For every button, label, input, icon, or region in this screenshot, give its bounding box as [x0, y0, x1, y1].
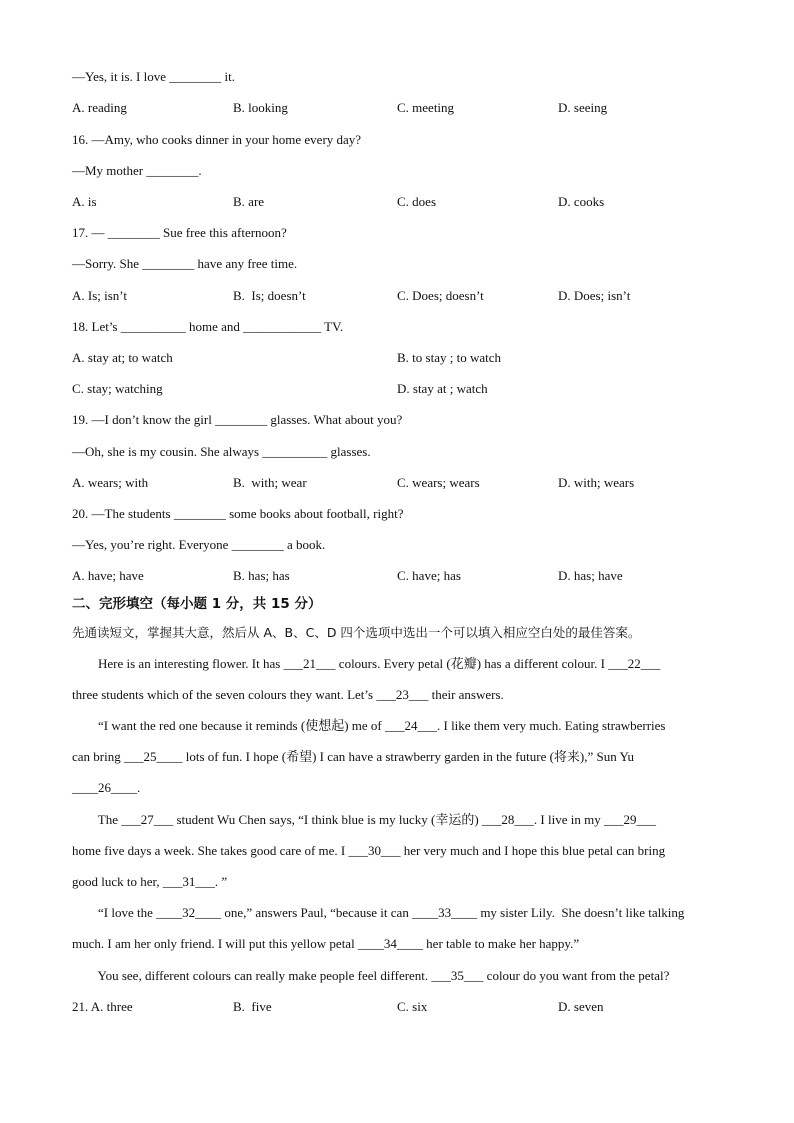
q20-option-c: C. have; has	[397, 568, 461, 583]
passage-line: “I want the red one because it reminds (使想起) me of ___24___. I like them very much. Eating strawberries	[72, 718, 666, 733]
q21-option-a: 21. A. three	[72, 999, 133, 1014]
q16-option-a: A. is	[72, 194, 97, 209]
q17-option-a: A. Is; isn’t	[72, 288, 128, 303]
section-heading: 二、完形填空（每小题 1 分，共 15 分）	[72, 596, 322, 612]
q17-option-c: C. Does; doesn’t	[397, 288, 484, 303]
q19-option-d: D. with; wears	[558, 475, 635, 490]
passage-line: good luck to her, ___31___. ”	[72, 874, 228, 889]
passage-line: three students which of the seven colours they want. Let’s ___23___ their answers.	[72, 687, 504, 702]
q17-option-b: B. Is; doesn’t	[233, 288, 306, 303]
q19-option-a: A. wears; with	[72, 475, 149, 490]
q20-answer-line: —Yes, you’re right. Everyone ________ a book.	[72, 537, 326, 552]
q19-answer-line: —Oh, she is my cousin. She always __________ glasses.	[72, 444, 371, 459]
section-instruction: 先通读短文，掌握其大意，然后从 A、B、C、D 四个选项中选出一个可以填入相应空白处的最佳答案。	[72, 625, 641, 640]
passage-line: ____26____.	[72, 780, 141, 795]
q20-option-a: A. have; have	[72, 568, 144, 583]
passage-line: Here is an interesting flower. It has ___21___ colours. Every petal (花瓣) has a different colour. I ___22___	[72, 656, 661, 671]
passage-line: much. I am her only friend. I will put this yellow petal ____34____ her table to make her happy.”	[72, 936, 580, 951]
q17-answer-line: —Sorry. She ________ have any free time.	[72, 256, 298, 271]
q16-option-c: C. does	[397, 194, 436, 209]
q15-option-c: C. meeting	[397, 100, 455, 115]
q18-question: 18. Let’s __________ home and ____________ TV.	[72, 319, 344, 334]
q18-option-a: A. stay at; to watch	[72, 350, 173, 365]
q16-option-b: B. are	[233, 194, 265, 209]
passage-line: “I love the ____32____ one,” answers Paul, “because it can ____33____ my sister Lily. She doesn’t like talking	[72, 905, 685, 920]
q21-option-b: B. five	[233, 999, 272, 1014]
q19-option-b: B. with; wear	[233, 475, 307, 490]
q16-answer-line: —My mother ________.	[72, 163, 202, 178]
q15-option-d: D. seeing	[558, 100, 608, 115]
q18-option-d: D. stay at ; watch	[397, 381, 488, 396]
q19-question: 19. —I don’t know the girl ________ glasses. What about you?	[72, 412, 403, 427]
q16-option-d: D. cooks	[558, 194, 605, 209]
q17-question: 17. — ________ Sue free this afternoon?	[72, 225, 287, 240]
passage-line: can bring ___25____ lots of fun. I hope (希望) I can have a strawberry garden in the future (将来),” Sun Yu	[72, 749, 634, 764]
q20-question: 20. —The students ________ some books about football, right?	[72, 506, 404, 521]
q16-question: 16. —Amy, who cooks dinner in your home every day?	[72, 132, 362, 147]
q20-option-b: B. has; has	[233, 568, 290, 583]
q15-option-b: B. looking	[233, 100, 288, 115]
q21-option-c: C. six	[397, 999, 428, 1014]
q15-option-a: A. reading	[72, 100, 127, 115]
q17-option-d: D. Does; isn’t	[558, 288, 631, 303]
q18-option-b: B. to stay ; to watch	[397, 350, 501, 365]
q15-line: —Yes, it is. I love ________ it.	[72, 69, 235, 84]
q21-option-d: D. seven	[558, 999, 604, 1014]
q20-option-d: D. has; have	[558, 568, 623, 583]
q19-option-c: C. wears; wears	[397, 475, 480, 490]
passage-line: The ___27___ student Wu Chen says, “I think blue is my lucky (幸运的) ___28___. I live in my ___29___	[72, 812, 656, 827]
passage-line: home five days a week. She takes good care of me. I ___30___ her very much and I hope this blue petal can bring	[72, 843, 666, 858]
passage-line: You see, different colours can really make people feel different. ___35___ colour do you want from the petal?	[72, 968, 670, 983]
q18-option-c: C. stay; watching	[72, 381, 163, 396]
